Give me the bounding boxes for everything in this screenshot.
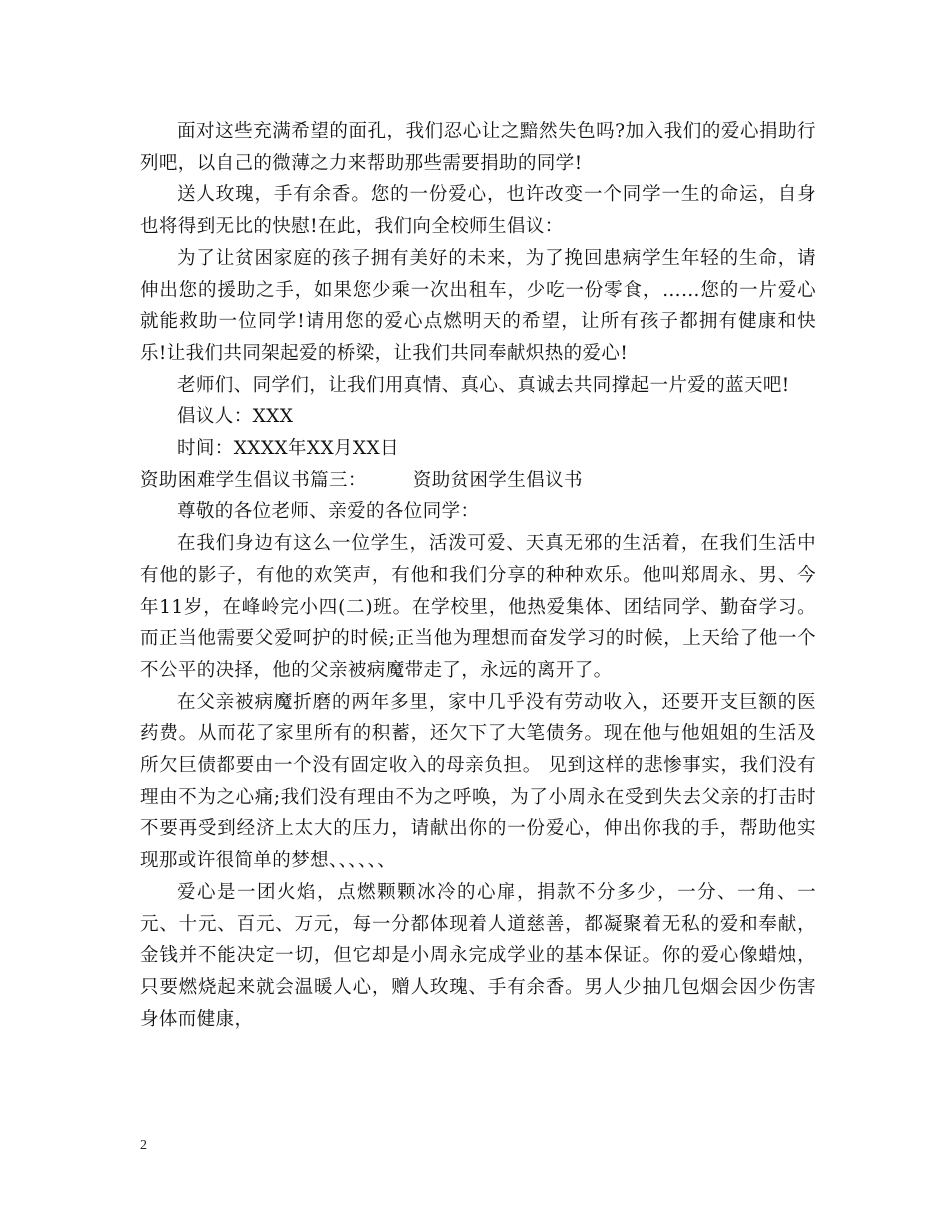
page-number: 2 <box>140 1138 147 1153</box>
paragraph: 在父亲被病魔折磨的两年多里，家中几乎没有劳动收入，还要开支巨额的医药费。从而花了家里所有的积蓄，还欠下了大笔债务。现在他与他姐姐的生活及所欠巨债都要由一个没有固定收入的母亲负担。 见到这样的悲惨事实，我们没有理由不为之心痛;我们没有理由不为之呼唤，为了小周永在受到失去父亲的打击时不要再受到经济上太大的压力，请献出你的一份爱心，伸出你我的手，帮助他实现那或许很简单的梦想、、、、、、 <box>140 691 816 872</box>
paragraph: 面对这些充满希望的面孔，我们忍心让之黯然失色吗?加入我们的爱心捐助行列吧，以自己的微薄之力来帮助那些需要捐助的同学! <box>140 121 816 174</box>
paragraph: 送人玫瑰，手有余香。您的一份爱心，也许改变一个同学一生的命运，自身也将得到无比的快慰!在此，我们向全校师生倡议： <box>140 184 816 238</box>
section-heading <box>140 465 816 497</box>
proposer-line: 倡议人：XXX <box>177 406 294 428</box>
paragraph: 为了让贫困家庭的孩子拥有美好的未来，为了挽回患病学生年轻的生命，请伸出您的援助之手，如果您少乘一次出租车，少吃一份零食，……您的一片爱心就能救助一位同学!请用您的爱心点燃明天的希望，让所有孩子都拥有健康和快乐!让我们共同架起爱的桥梁，让我们共同奉献炽热的爱心! <box>140 247 816 364</box>
document-body <box>140 116 816 1035</box>
date-line: 时间：XXXX年XX月XX日 <box>177 438 399 460</box>
section-heading-label: 资助困难学生倡议书篇三： <box>140 469 367 491</box>
paragraph: 老师们、同学们，让我们用真情、真心、真诚去共同撑起一片爱的蓝天吧! <box>177 374 790 396</box>
salutation: 尊敬的各位老师、亲爱的各位同学： <box>177 501 480 523</box>
section-heading-title: 资助贫困学生倡议书 <box>412 469 583 491</box>
paragraph: 爱心是一团火焰，点燃颗颗冰冷的心扉，捐款不分多少，一分、一角、一元、十元、百元、万元，每一分都体现着人道慈善，都凝聚着无私的爱和奉献，金钱并不能决定一切，但它却是小周永完成学业的基本保证。你的爱心像蜡烛，只要燃烧起来就会温暖人心，赠人玫瑰、手有余香。男人少抽几包烟会因少伤害身体而健康， <box>140 881 816 1030</box>
paragraph: 在我们身边有这么一位学生，活泼可爱、天真无邪的生活着，在我们生活中有他的影子，有他的欢笑声，有他和我们分享的种种欢乐。他叫郑周永、男、今年11岁，在峰岭完小四(二)班。在学校里，他热爱集体、团结同学、勤奋学习。而正当他需要父爱呵护的时候;正当他为理想而奋发学习的时候，上天给了他一个不公平的决择，他的父亲被病魔带走了，永远的离开了。 <box>140 533 816 681</box>
